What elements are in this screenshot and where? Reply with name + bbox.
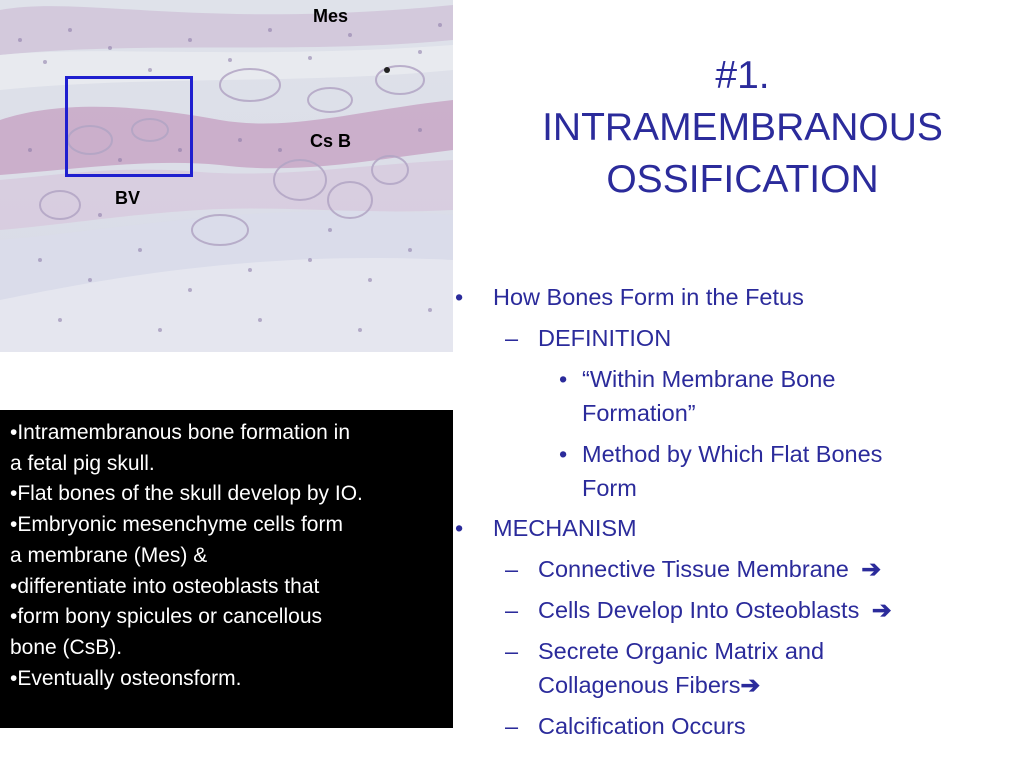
bullet-marker: • xyxy=(559,441,568,467)
list-item-text: Calcification Occurs xyxy=(538,713,746,739)
list-item-level2 xyxy=(505,552,881,586)
arrow-right-icon: ➔ xyxy=(861,556,882,582)
bullet-marker: • xyxy=(455,515,464,541)
caption-line: •Eventually osteonsform. xyxy=(10,666,242,690)
list-item-text: Formation” xyxy=(582,400,696,426)
list-item-text: Method by Which Flat Bones xyxy=(582,441,883,467)
list-item-text: Cells Develop Into Osteoblasts xyxy=(538,597,860,623)
arrow-right-icon: ➔ xyxy=(871,597,892,623)
list-item-level3 xyxy=(559,362,835,396)
list-item-level2 xyxy=(505,593,892,627)
bullet-marker: • xyxy=(455,284,464,310)
bullet-marker: • xyxy=(559,366,568,392)
list-item-text: Form xyxy=(582,475,637,501)
list-item-level2 xyxy=(505,709,746,743)
label-mes: Mes xyxy=(313,6,349,26)
label-cs-b: Cs B xyxy=(310,131,352,151)
list-item-text: MECHANISM xyxy=(493,515,637,541)
caption-line: •differentiate into osteoblasts that xyxy=(10,574,320,598)
list-item-text: Secrete Organic Matrix and xyxy=(538,638,825,664)
caption-line: •form bony spicules or cancellous xyxy=(10,605,322,629)
caption-line: •Intramembranous bone formation in xyxy=(10,421,351,444)
list-item-level2-cont xyxy=(538,668,760,702)
list-item-level2 xyxy=(505,321,671,355)
list-item-level2 xyxy=(505,634,824,668)
dash-marker: – xyxy=(505,597,519,623)
list-item-level3-cont xyxy=(582,471,637,505)
histology-micrograph xyxy=(0,0,453,352)
caption-line: •Flat bones of the skull develop by IO. xyxy=(10,482,363,506)
caption-panel xyxy=(0,410,453,728)
arrow-right-icon: ➔ xyxy=(740,672,761,698)
title-line-3: OSSIFICATION xyxy=(606,158,879,201)
title-line-2: INTRAMEMBRANOUS xyxy=(542,106,943,149)
label-bv: BV xyxy=(115,188,141,208)
dash-marker: – xyxy=(505,713,519,739)
caption-line: bone (CsB). xyxy=(10,635,123,659)
dash-marker: – xyxy=(505,556,519,582)
list-item-level3 xyxy=(559,437,882,471)
dash-marker: – xyxy=(505,638,519,664)
list-item-level1 xyxy=(455,511,637,545)
list-item-level1 xyxy=(455,280,804,314)
slide-title xyxy=(490,50,995,206)
caption-line: •Embryonic mesenchyme cells form xyxy=(10,513,343,537)
list-item-text: “Within Membrane Bone xyxy=(582,366,836,392)
caption-line: a membrane (Mes) & xyxy=(10,543,208,567)
title-line-1: #1. xyxy=(715,54,770,97)
list-item-text: How Bones Form in the Fetus xyxy=(493,284,804,310)
region-of-interest-box xyxy=(65,76,193,177)
caption-line: a fetal pig skull. xyxy=(10,451,155,475)
dash-marker: – xyxy=(505,325,519,351)
list-item-level3-cont xyxy=(582,396,696,430)
list-item-text: DEFINITION xyxy=(538,325,672,351)
list-item-text: Collagenous Fibers xyxy=(538,672,741,698)
list-item-text: Connective Tissue Membrane xyxy=(538,556,849,582)
